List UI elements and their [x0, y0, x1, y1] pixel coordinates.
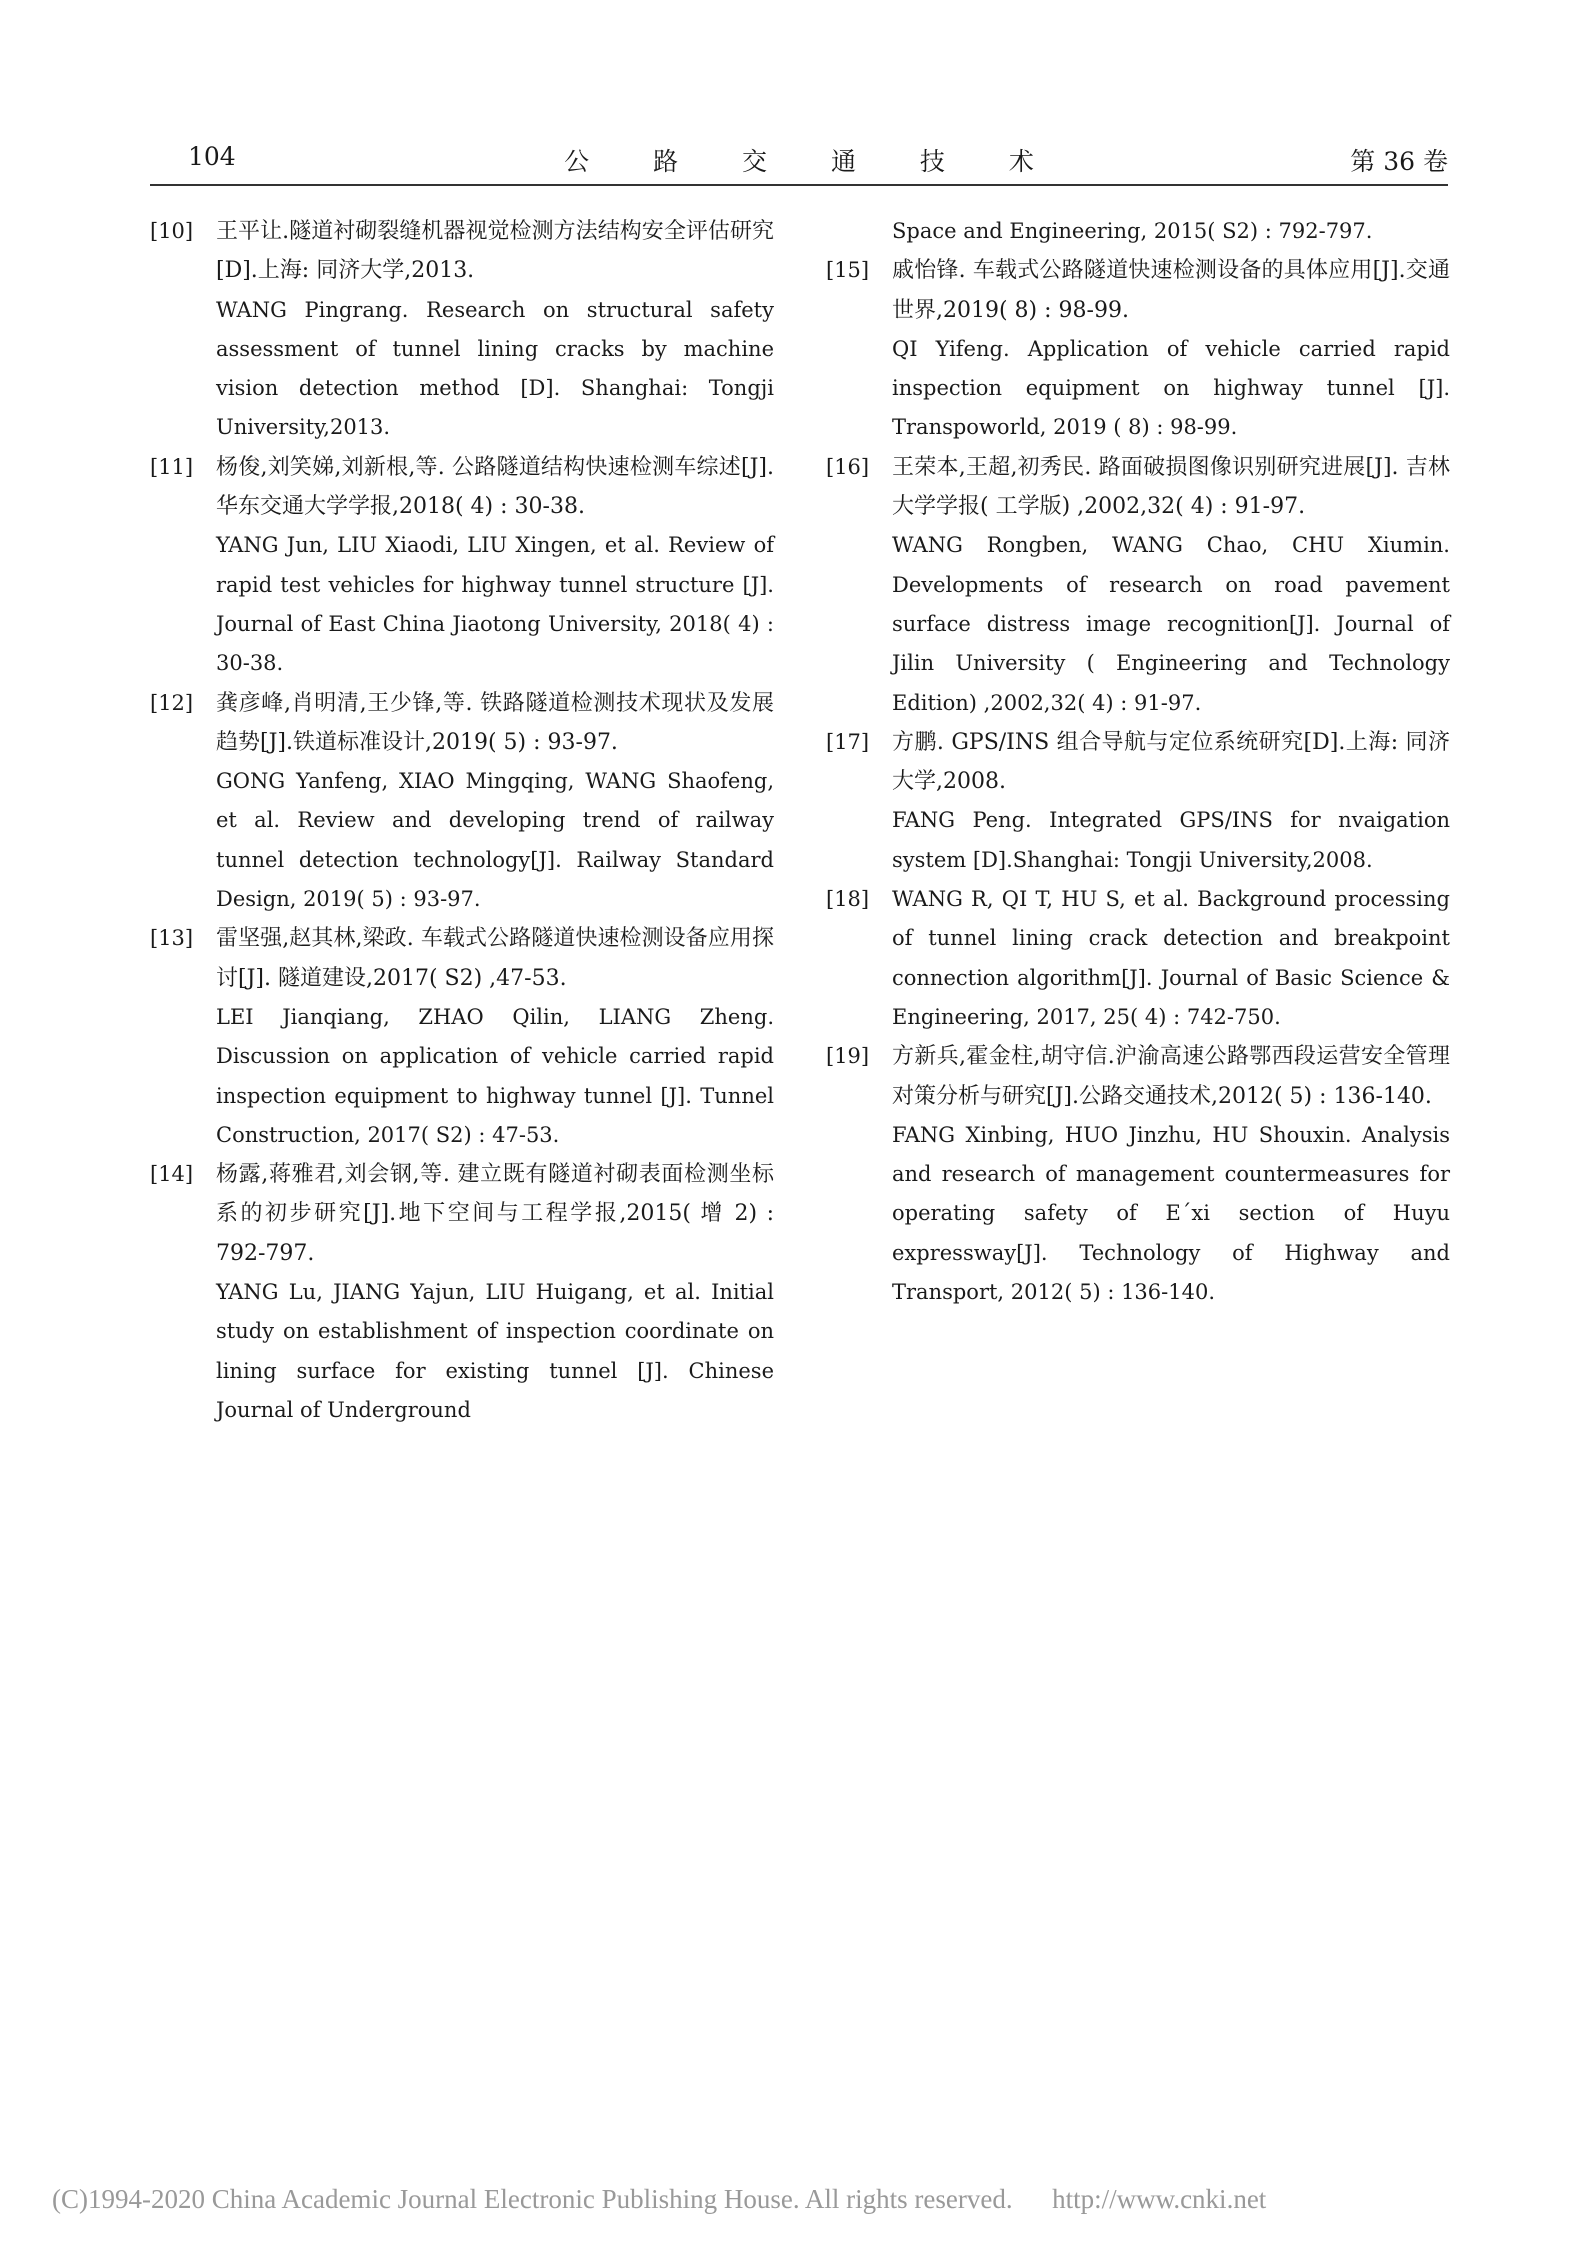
reference-english: WANG Rongben, WANG Chao, CHU Xiumin. Developments of research on road pavement surface distress image recognition[J]. Journal of Jilin University ( Engineering and Technology Edition) ,2002,32( 4) : 91-97.	[892, 533, 1450, 715]
reference-english: WANG Pingrang. Research on structural safety assessment of tunnel lining cracks by machine vision detection method [D]. Shanghai: Tongji University,2013.	[216, 297, 774, 440]
reference-chinese: 方新兵,霍金柱,胡守信.沪渝高速公路鄂西段运营安全管理对策分析与研究[J].公路交通技术,2012( 5) : 136-140.	[892, 1044, 1450, 1109]
reference-chinese: 龚彦峰,肖明清,王少锋,等. 铁路隧道检测技术现状及发展趋势[J].铁道标准设计,2019( 5) : 93-97.	[216, 690, 774, 755]
reference-item	[826, 880, 1450, 1037]
reference-english: FANG Xinbing, HUO Jinzhu, HU Shouxin. Analysis and research of management countermeasures for operating safety of E´xi section of Huyu expressway[J]. Technology of Highway and Transport, 2012( 5) : 136-140.	[892, 1122, 1450, 1305]
reference-english: FANG Peng. Integrated GPS/INS for nvaigation system [D].Shanghai: Tongji University,2008.	[892, 808, 1450, 872]
reference-item	[150, 448, 774, 684]
reference-continuation: Space and Engineering, 2015( S2) : 792-797.	[892, 219, 1373, 243]
reference-number: [18]	[826, 887, 870, 912]
reference-english: YANG Lu, JIANG Yajun, LIU Huigang, et al. Initial study on establishment of inspection coordinate on lining surface for existing tunnel [J]. Chinese Journal of Underground	[216, 1280, 774, 1422]
right-column	[826, 212, 1450, 1312]
reference-number: [11]	[150, 454, 194, 479]
reference-item	[826, 723, 1450, 880]
reference-item	[150, 684, 774, 920]
reference-chinese: 方鹏. GPS/INS 组合导航与定位系统研究[D].上海: 同济大学,2008.	[892, 729, 1450, 795]
reference-chinese: 王平让.隧道衬砌裂缝机器视觉检测方法结构安全评估研究[D].上海: 同济大学,2013.	[216, 219, 774, 284]
reference-number: [15]	[826, 258, 870, 283]
page-header	[150, 0, 1448, 186]
reference-chinese: 杨露,蒋雅君,刘会钢,等. 建立既有隧道衬砌表面检测坐标系的初步研究[J].地下空间与工程学报,2015( 增 2) : 792-797.	[216, 1162, 774, 1266]
reference-item	[826, 1037, 1450, 1312]
page-number: 104	[188, 142, 236, 171]
reference-chinese: 王荣本,王超,初秀民. 路面破损图像识别研究进展[J]. 吉林大学学报( 工学版) ,2002,32( 4) : 91-97.	[892, 454, 1450, 520]
reference-item	[150, 1155, 774, 1430]
reference-item	[826, 448, 1450, 723]
reference-chinese: 杨俊,刘笑娣,刘新根,等. 公路隧道结构快速检测车综述[J].华东交通大学学报,2018( 4) : 30-38.	[216, 454, 774, 520]
reference-chinese: 雷坚强,赵其林,梁政. 车载式公路隧道快速检测设备应用探讨[J]. 隧道建设,2017( S2) ,47-53.	[216, 926, 774, 991]
reference-number: [14]	[150, 1162, 194, 1187]
reference-english: YANG Jun, LIU Xiaodi, LIU Xingen, et al. Review of rapid test vehicles for highway tunnel structure [J]. Journal of East China Jiaotong University, 2018( 4) : 30-38.	[216, 533, 774, 676]
copyright-text: (C)1994-2020 China Academic Journal Electronic Publishing House. All rights reserved.	[52, 2184, 1013, 2214]
reference-number: [10]	[150, 219, 194, 243]
reference-english: QI Yifeng. Application of vehicle carried rapid inspection equipment on highway tunnel [J]. Transpoworld, 2019 ( 8) : 98-99.	[892, 336, 1450, 440]
reference-number: [16]	[826, 454, 870, 479]
left-column	[150, 212, 774, 1430]
reference-number: [13]	[150, 926, 194, 951]
reference-english: GONG Yanfeng, XIAO Mingqing, WANG Shaofeng, et al. Review and developing trend of railway tunnel detection technology[J]. Railway Standard Design, 2019( 5) : 93-97.	[216, 769, 774, 912]
reference-english: LEI Jianqiang, ZHAO Qilin, LIANG Zheng. Discussion on application of vehicle carried rapid inspection equipment to highway tunnel [J]. Tunnel Construction, 2017( S2) : 47-53.	[216, 1004, 774, 1147]
reference-english: WANG R, QI T, HU S, et al. Background processing of tunnel lining crack detection and breakpoint connection algorithm[J]. Journal of Basic Science & Engineering, 2017, 25( 4) : 742-750.	[892, 887, 1450, 1029]
reference-item	[150, 919, 774, 1155]
reference-number: [12]	[150, 690, 194, 715]
journal-title: 公 路 交 通 技 术	[564, 147, 1062, 176]
volume-label: 第 36 卷	[1350, 147, 1448, 176]
footer-url: http://www.cnki.net	[1052, 2184, 1267, 2214]
reference-number: [17]	[826, 729, 870, 754]
reference-item	[826, 251, 1450, 447]
reference-item	[150, 212, 774, 448]
copyright-footer	[52, 2184, 1532, 2215]
reference-number: [19]	[826, 1044, 870, 1069]
reference-chinese: 戚怡锋. 车载式公路隧道快速检测设备的具体应用[J].交通世界,2019( 8) : 98-99.	[892, 258, 1450, 323]
